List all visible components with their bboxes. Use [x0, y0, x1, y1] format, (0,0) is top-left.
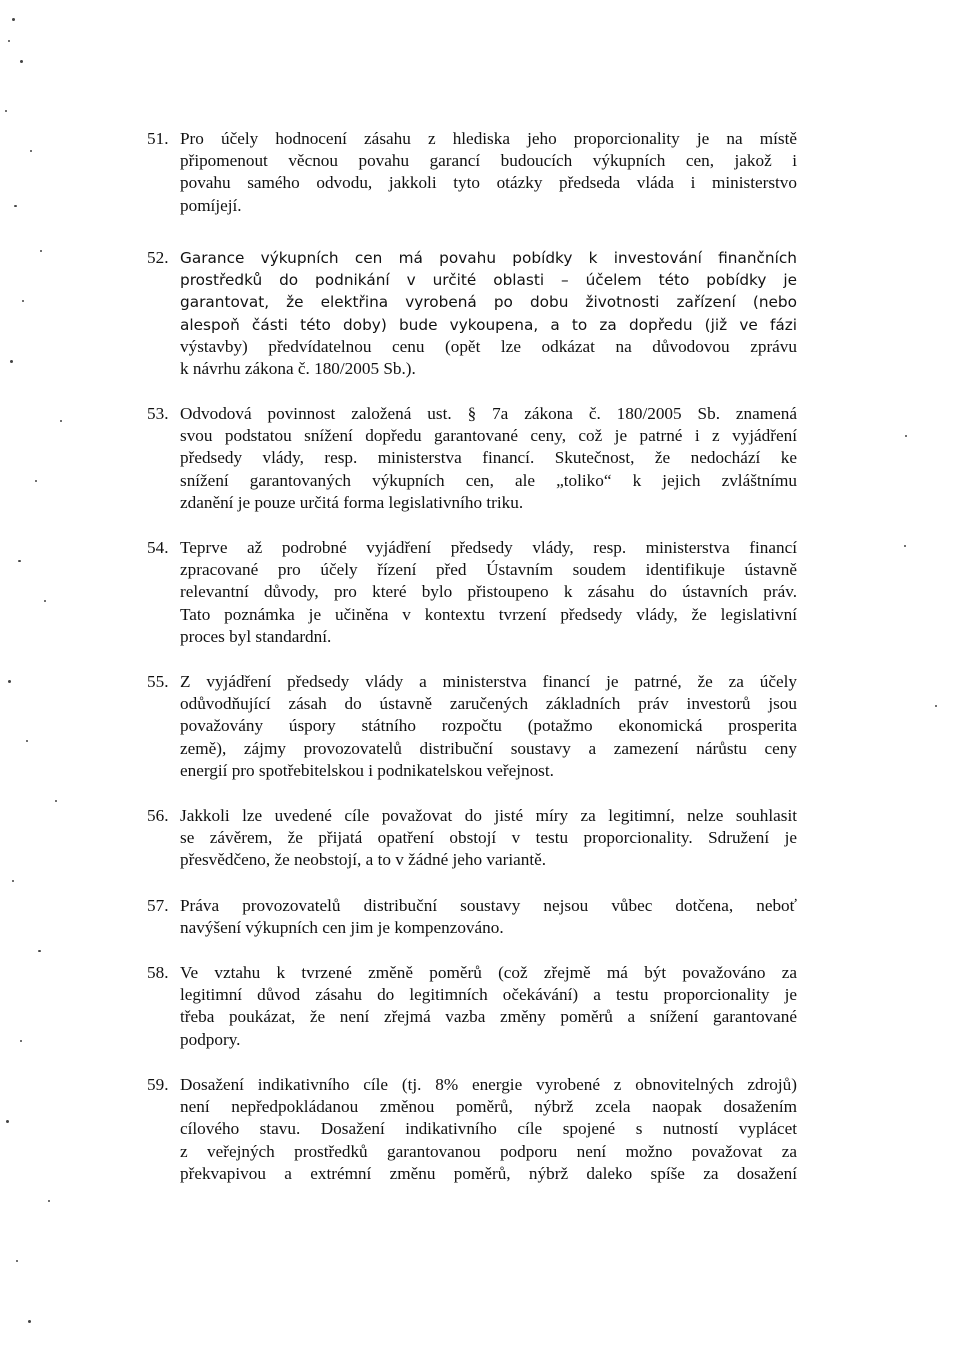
- paragraph-text: [180, 247, 797, 380]
- paragraph-56: [147, 805, 797, 872]
- paragraph-text: [180, 403, 797, 514]
- paragraph-number: 58.: [147, 963, 169, 982]
- paragraph-number: 51.: [147, 129, 169, 148]
- paragraph-text: [180, 671, 797, 782]
- text-line: proces byl standardní.: [180, 626, 332, 646]
- text-line: Jakkoli lze uvedené cíle považovat do jisté míry za legitimní, nelze souhlasit: [180, 806, 797, 825]
- text-line: Ve vztahu k tvrzené změně poměrů (což zřejmě má být považováno za: [180, 963, 797, 982]
- text-line: podpory.: [180, 1029, 241, 1049]
- paragraph-58: [147, 962, 797, 1051]
- paragraph-text: [180, 895, 797, 939]
- text-line: považovány úspory státního rozpočtu (potažmo ekonomická prosperita: [180, 716, 797, 736]
- paragraph-number: 53.: [147, 404, 169, 423]
- text-line: připomenout věcnou povahu garancí budoucích výkupních cen, jakož i: [180, 151, 797, 171]
- paragraph-text: [180, 805, 797, 872]
- paragraph-number: 52.: [147, 248, 169, 267]
- text-line: přesvědčeno, že neobstojí, a to v žádné jeho variantě.: [180, 850, 547, 870]
- text-line: Pro účely hodnocení zásahu z hlediska jeho proporcionality je na místě: [180, 129, 797, 148]
- paragraph-number: 56.: [147, 806, 169, 825]
- text-line: výstavby) předvídatelnou cenu (opět lze odkázat na důvodovou zprávu: [180, 336, 797, 356]
- paragraph-57: [147, 895, 797, 939]
- paragraph-54: [147, 537, 797, 648]
- paragraph-text: [180, 1074, 797, 1185]
- text-line: zdanění je pouze určitá forma legislativního triku.: [180, 492, 524, 512]
- text-line: země), zájmy provozovatelů distribuční soustavy a zamezení nárůstu ceny: [180, 738, 797, 758]
- paragraph-52: [147, 247, 797, 380]
- text-line: energií pro spotřebitelskou i podnikatelskou veřejnost.: [180, 760, 554, 780]
- text-line: cílového stavu. Dosažení indikativního cíle spojené s nutností vyplácet: [180, 1119, 797, 1139]
- text-line: Teprve až podrobné vyjádření předsedy vlády, resp. ministerstva financí: [180, 538, 797, 557]
- text-line: třeba poukázat, že není zřejmá vazba změny poměrů a snížení garantované: [180, 1007, 797, 1027]
- text-line: k návrhu zákona č. 180/2005 Sb.).: [180, 359, 416, 379]
- text-line: předsedy vlády, resp. ministerstva financí. Skutečnost, že nedochází ke: [180, 448, 797, 468]
- text-line: pomíjejí.: [180, 195, 242, 215]
- text-line: povahu samého odvodu, jakkoli tyto otázky předseda vláda i ministerstvo: [180, 173, 797, 193]
- paragraph-number: 59.: [147, 1075, 169, 1094]
- paragraph-55: [147, 671, 797, 782]
- text-line: navýšení výkupních cen jim je kompenzováno.: [180, 918, 504, 938]
- text-line: Odvodová povinnost založená ust. § 7a zákona č. 180/2005 Sb. znamená: [180, 404, 797, 423]
- text-line: se závěrem, že přijatá opatření obstojí v testu proporcionality. Sdružení je: [180, 828, 797, 848]
- paragraph-53: [147, 403, 797, 514]
- text-line: zpracované pro účely řízení před Ústavním soudem identifikuje ústavně: [180, 560, 797, 580]
- paragraph-number: 57.: [147, 896, 169, 915]
- text-line: překvapivou a extrémní změnu poměrů, nýbrž daleko spíše za dosažení: [180, 1163, 797, 1183]
- text-line: Tato poznámka je učiněna v kontextu tvrzení předsedy vlády, že legislativní: [180, 604, 797, 624]
- paragraph-text: [180, 962, 797, 1051]
- paragraph-59: [147, 1074, 797, 1185]
- text-line: legitimní důvod zásahu do legitimních očekávání) a testu proporcionality je: [180, 985, 797, 1005]
- text-line: prostředků do podnikání v určité oblasti – účelem této pobídky je: [180, 271, 797, 290]
- text-line: Z vyjádření předsedy vlády a ministerstva financí je patrné, že za účely: [180, 672, 797, 691]
- paragraph-text: [180, 128, 797, 217]
- paragraph-text: [180, 537, 797, 648]
- text-line: odůvodňující zásah do ústavně zaručených základních práv investorů jsou: [180, 694, 797, 714]
- text-line: garantovat, že elektřina vyrobená po dobu životnosti zařízení (nebo: [180, 293, 797, 312]
- text-line: alespoň části této doby) bude vykoupena, a to za dopředu (již ve fázi: [180, 315, 797, 334]
- text-line: Garance výkupních cen má povahu pobídky k investování finančních: [180, 249, 797, 267]
- text-line: Dosažení indikativního cíle (tj. 8% energie vyrobené z obnovitelných zdrojů): [180, 1075, 797, 1094]
- text-line: z veřejných prostředků garantovanou podporu není možno považovat za: [180, 1141, 797, 1161]
- paragraph-number: 55.: [147, 672, 169, 691]
- text-line: snížení garantovaných výkupních cen, ale „toliko“ k jejich zvláštnímu: [180, 470, 797, 490]
- paragraph-51: [147, 128, 797, 217]
- text-line: relevantní důvody, pro které bylo přistoupeno k zásahu do ústavních práv.: [180, 582, 797, 602]
- paragraph-number: 54.: [147, 538, 169, 557]
- text-line: není nepředpokládanou změnou poměrů, nýbrž zcela naopak dosažením: [180, 1097, 797, 1117]
- text-line: svou podstatou snížení dopředu garantované ceny, což je patrné i z vyjádření: [180, 426, 797, 446]
- text-line: Práva provozovatelů distribuční soustavy nejsou vůbec dotčena, neboť: [180, 896, 797, 915]
